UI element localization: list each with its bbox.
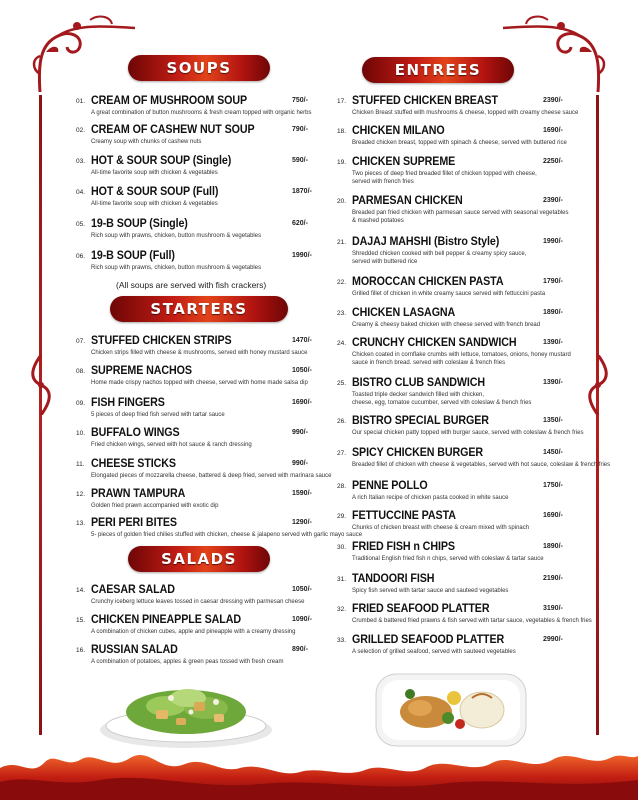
item-price: 1690/-: [292, 399, 312, 406]
menu-item: [76, 584, 316, 614]
left-mid-ornament: [30, 355, 52, 415]
item-number: 05.: [76, 221, 86, 228]
menu-item: [76, 335, 316, 365]
item-price: 1790/-: [543, 278, 563, 285]
soups-title: SOUPS: [166, 59, 232, 77]
item-price: 1450/-: [543, 449, 563, 456]
menu-item: [76, 517, 363, 547]
item-price: 1590/-: [292, 490, 312, 497]
menu-item: [76, 397, 316, 427]
item-price: 1390/-: [543, 339, 563, 346]
item-name: CHICKEN SUPREME: [352, 156, 456, 168]
bottom-flame-border: [0, 738, 638, 800]
item-price: 990/-: [292, 429, 308, 436]
item-name: FETTUCCINE PASTA: [352, 510, 456, 522]
item-price: 1050/-: [292, 586, 312, 593]
item-name: RUSSIAN SALAD: [91, 644, 178, 656]
item-description: Home made crispy nachos topped with cheese, served with home made salsa dip: [91, 380, 308, 386]
menu-item: [337, 510, 569, 540]
menu-item: [337, 573, 569, 603]
item-description: Chicken Breast stuffed with mushrooms & cheese, topped with creamy cheese sauce: [352, 110, 579, 116]
item-description: Breaded fillet of chicken with cheese & vegetables, served with hot sauce, coleslaw & french fries: [352, 462, 611, 468]
item-price: 1090/-: [292, 616, 312, 623]
item-name: BISTRO CLUB SANDWICH: [352, 377, 486, 389]
item-description: Fried chicken wings, served with hot sauce & ranch dressing: [91, 442, 252, 448]
item-price: 1890/-: [543, 309, 563, 316]
item-name: HOT & SOUR SOUP (Full): [91, 186, 219, 198]
item-description: Toasted triple decker sandwich filled with chicken, cheese, egg, tomatoe cucumber, served vith coleslaw & french fries: [352, 392, 532, 406]
item-number: 14.: [76, 587, 86, 594]
salads-title: SALADS: [161, 550, 237, 568]
item-price: 2990/-: [543, 636, 563, 643]
menu-item: [76, 614, 316, 644]
item-description: Two pieces of deep fried breaded fillet of chicken topped with cheese, served with french fries: [352, 171, 537, 185]
item-description: Elongated pieces of mozzarella cheese, battered & deep fried, served with marinara sauce: [91, 473, 332, 479]
item-number: 26.: [337, 418, 347, 425]
item-number: 20.: [337, 198, 347, 205]
item-description: Chicken coated in cornflake crumbs with lettuce, tomatoes, onions, honey mustard sauce in french bread. served with coleslaw & french fries: [352, 352, 571, 366]
menu-item: [337, 125, 569, 155]
item-description: A combination of potatoes, apples & green peas tossed with fresh cream: [91, 659, 284, 665]
item-name: FRIED SEAFOOD PLATTER: [352, 603, 490, 615]
item-price: 2390/-: [543, 197, 563, 204]
item-description: Breaded pan fried chicken with parmesan sauce served with seasonal vegetables & mashed potatoes: [352, 210, 569, 224]
right-mid-ornament: [587, 355, 609, 415]
item-number: 32.: [337, 606, 347, 613]
item-price: 750/-: [292, 97, 308, 104]
item-number: 06.: [76, 253, 86, 260]
item-description: Rich soup with prawns, chicken, button mushroom & vegetables: [91, 233, 262, 239]
item-number: 21.: [337, 239, 347, 246]
menu-item: [76, 365, 316, 395]
item-number: 08.: [76, 368, 86, 375]
item-price: 1050/-: [292, 367, 312, 374]
item-number: 11.: [76, 461, 85, 468]
item-number: 04.: [76, 189, 86, 196]
item-name: SPICY CHICKEN BURGER: [352, 447, 484, 459]
item-price: 590/-: [292, 157, 308, 164]
menu-item: [76, 186, 316, 216]
item-price: 1890/-: [543, 543, 563, 550]
item-number: 03.: [76, 158, 86, 165]
item-price: 1690/-: [543, 512, 563, 519]
item-name: CHEESE STICKS: [91, 458, 176, 470]
item-name: CHICKEN MILANO: [352, 125, 445, 137]
menu-item: [76, 427, 316, 457]
item-price: 1690/-: [543, 127, 563, 134]
menu-item: [76, 644, 316, 674]
item-number: 25.: [337, 380, 347, 387]
item-number: 16.: [76, 647, 86, 654]
item-price: 990/-: [292, 460, 308, 467]
menu-item: [337, 377, 569, 407]
item-price: 2250/-: [543, 158, 563, 165]
item-name: CRUNCHY CHICKEN SANDWICH: [352, 337, 517, 349]
item-number: 19.: [337, 159, 347, 166]
item-number: 09.: [76, 400, 86, 407]
item-number: 01.: [76, 98, 86, 105]
item-name: STUFFED CHICKEN STRIPS: [91, 335, 232, 347]
item-number: 31.: [337, 576, 347, 583]
item-price: 2390/-: [543, 97, 563, 104]
item-name: CAESAR SALAD: [91, 584, 175, 596]
item-name: PENNE POLLO: [352, 480, 428, 492]
menu-item: [337, 307, 569, 337]
menu-item: [337, 156, 569, 186]
menu-item: [76, 458, 332, 488]
item-name: CREAM OF MUSHROOM SOUP: [91, 95, 248, 107]
item-description: A rich Italian recipe of chicken pasta cooked in white sauce: [352, 495, 509, 501]
item-name: FISH FINGERS: [91, 397, 165, 409]
item-name: HOT & SOUR SOUP (Single): [91, 155, 232, 167]
menu-item: [337, 415, 584, 445]
item-description: Chunks of chicken breast with cheese & cream mixed with spinach: [352, 525, 530, 531]
menu-item: [76, 218, 316, 248]
item-description: Creamy soup with chunks of cashew nuts: [91, 139, 202, 145]
item-number: 18.: [337, 128, 347, 135]
item-number: 33.: [337, 637, 347, 644]
item-name: PRAWN TAMPURA: [91, 488, 186, 500]
item-name: DAJAJ MAHSHI (Bistro Style): [352, 236, 500, 248]
left-border-line: [39, 95, 42, 735]
soups-note: (All soups are served with fish crackers): [116, 280, 267, 290]
item-number: 07.: [76, 338, 86, 345]
item-number: 28.: [337, 483, 347, 490]
entrees-banner: [362, 57, 514, 83]
item-number: 17.: [337, 98, 347, 105]
item-description: 5 pieces of deep fried fish served with tartar sauce: [91, 412, 225, 418]
item-name: PERI PERI BITES: [91, 517, 177, 529]
item-number: 27.: [337, 450, 347, 457]
item-price: 1750/-: [543, 482, 563, 489]
menu-item: [337, 195, 569, 225]
starters-banner: [110, 296, 288, 322]
item-price: 620/-: [292, 220, 308, 227]
item-price: 3190/-: [543, 605, 563, 612]
menu-item: [76, 155, 316, 185]
item-name: 19-B SOUP (Full): [91, 250, 175, 262]
item-name: CHICKEN LASAGNA: [352, 307, 456, 319]
soups-banner: [128, 55, 270, 81]
item-description: Golden fried prawn accompanied with exotic dip: [91, 503, 219, 509]
item-name: SUPREME NACHOS: [91, 365, 192, 377]
menu-item: [337, 634, 569, 664]
item-price: 1990/-: [543, 238, 563, 245]
item-name: CREAM OF CASHEW NUT SOUP: [91, 124, 255, 136]
item-description: 5- pieces of golden fried chilies stuffed with chicken, cheese & jalapeno served with garlic mayo sauce: [91, 532, 363, 538]
item-number: 15.: [76, 617, 86, 624]
item-number: 22.: [337, 279, 347, 286]
item-price: 790/-: [292, 126, 308, 133]
item-description: Creamy & cheesy baked chicken with cheese served with french bread: [352, 322, 541, 328]
item-price: 1350/-: [543, 417, 563, 424]
item-price: 1990/-: [292, 252, 312, 259]
item-description: Crumbed & battered fried prawns & fish served with tartar sauce, vegetables & french fries: [352, 618, 592, 624]
item-price: 1290/-: [292, 519, 312, 526]
item-name: 19-B SOUP (Single): [91, 218, 188, 230]
item-name: STUFFED CHICKEN BREAST: [352, 95, 498, 107]
menu-item: [337, 337, 569, 367]
item-name: CHICKEN PINEAPPLE SALAD: [91, 614, 241, 626]
item-description: Traditional English fried fish n chips, served with coleslaw & tartar sauce: [352, 556, 544, 562]
item-description: A combination of chicken cubes, apple and pineapple with a creamy dressing: [91, 629, 296, 635]
item-number: 23.: [337, 310, 347, 317]
menu-item: [337, 603, 592, 633]
item-price: 890/-: [292, 646, 308, 653]
item-name: GRILLED SEAFOOD PLATTER: [352, 634, 505, 646]
item-description: Crunchy iceberg lettuce leaves tossed in caesar dressing with parmesan cheese: [91, 599, 305, 605]
item-number: 02.: [76, 127, 86, 134]
item-description: Breaded chicken breast, topped with spinach & cheese, served with buttered rice: [352, 140, 567, 146]
item-number: 30.: [337, 544, 347, 551]
item-description: Our special chicken patty topped with burger sauce, served with coleslaw & french fries: [352, 430, 584, 436]
item-description: All-time favorite soup with chicken & vegetables: [91, 201, 218, 207]
item-description: Chicken strips filled with cheese & mushrooms, served with honey mustard sauce: [91, 350, 308, 356]
top-left-ornament: [30, 14, 140, 94]
item-description: All-time favorite soup with chicken & vegetables: [91, 170, 218, 176]
item-price: 1470/-: [292, 337, 312, 344]
item-name: FRIED FISH n CHIPS: [352, 541, 455, 553]
item-number: 24.: [337, 340, 347, 347]
item-price: 1870/-: [292, 188, 312, 195]
item-name: PARMESAN CHICKEN: [352, 195, 463, 207]
item-name: TANDOORI FISH: [352, 573, 435, 585]
top-right-ornament: [498, 14, 608, 94]
item-number: 13.: [76, 520, 86, 527]
menu-item: [337, 541, 569, 571]
item-name: BUFFALO WINGS: [91, 427, 180, 439]
menu-item: [337, 236, 569, 266]
item-description: Rich soup with prawns, chicken, button mushroom & vegetables: [91, 265, 262, 271]
entrees-title: ENTREES: [394, 61, 482, 79]
item-number: 29.: [337, 513, 347, 520]
item-description: A great combination of button mushrooms & fresh cream topped with organic herbs: [91, 110, 312, 116]
item-name: MOROCCAN CHICKEN PASTA: [352, 276, 504, 288]
salads-banner: [128, 546, 270, 572]
menu-item: [76, 250, 316, 280]
item-number: 10.: [76, 430, 86, 437]
item-description: Shredded chicken cooked with bell pepper & creamy spicy sauce, served with buttered rice: [352, 251, 527, 265]
menu-item: [337, 447, 611, 477]
menu-item: [337, 480, 569, 510]
item-price: 2190/-: [543, 575, 563, 582]
item-description: Grilled fillet of chicken in white creamy sauce served with fettuccini pasta: [352, 291, 546, 297]
menu-item: [76, 488, 316, 518]
starters-title: STARTERS: [150, 300, 248, 318]
item-price: 1390/-: [543, 379, 563, 386]
menu-item: [337, 95, 579, 125]
item-description: Spicy fish served with tartar sauce and sauteed vegetables: [352, 588, 509, 594]
menu-item: [76, 124, 316, 154]
item-description: A selection of grilled seafood, served with sauteed vegetables: [352, 649, 516, 655]
menu-item: [76, 95, 316, 125]
item-number: 12.: [76, 491, 86, 498]
right-border-line: [596, 95, 599, 735]
menu-item: [337, 276, 569, 306]
item-name: BISTRO SPECIAL BURGER: [352, 415, 489, 427]
